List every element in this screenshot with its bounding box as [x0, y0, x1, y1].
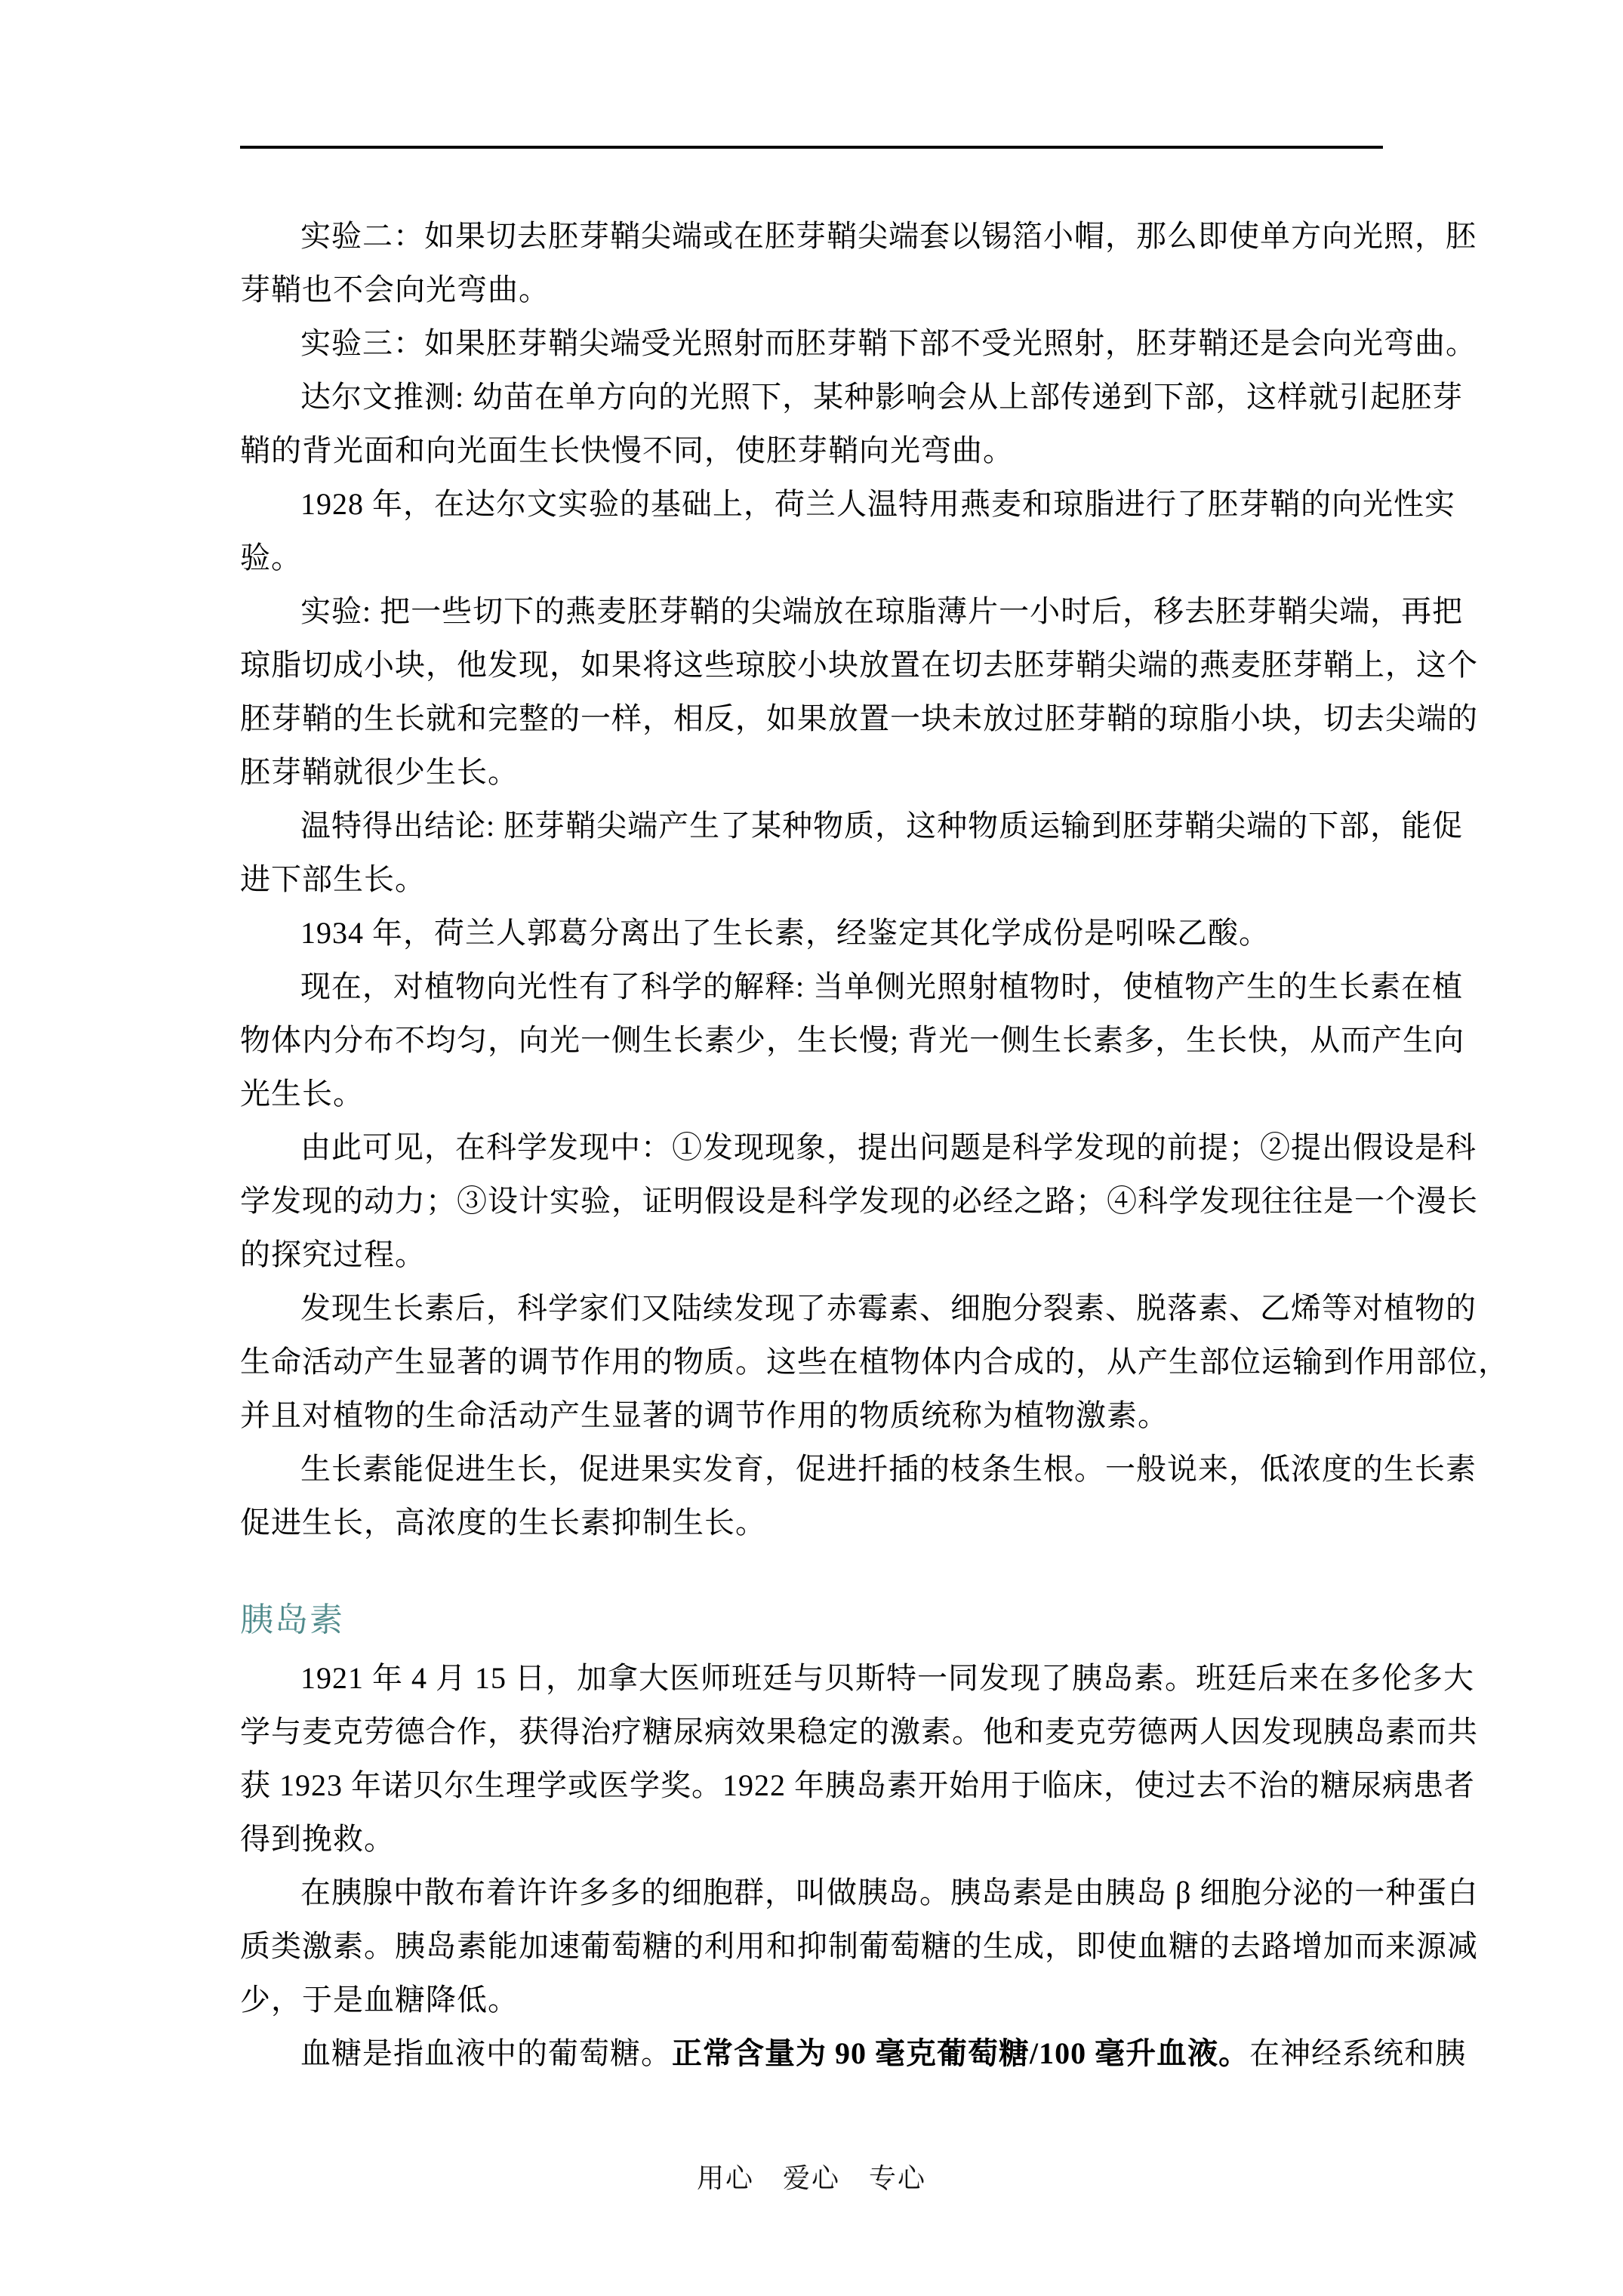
- text-line: [240, 1228, 1383, 1281]
- text-line: [240, 1496, 1383, 1549]
- text-run: 生命活动产生显著的调节作用的物质。这些在植物体内合成的，从产生部位运输到作用部位，: [240, 1345, 1509, 1379]
- text-line: [240, 1973, 1383, 2026]
- text-line: [240, 263, 1383, 316]
- text-run: 并且对植物的生命活动产生显著的调节作用的物质统称为植物激素。: [240, 1398, 1169, 1432]
- text-line: [240, 1812, 1383, 1866]
- text-run: 得到挽救。: [240, 1822, 395, 1856]
- text-run: 光生长。: [240, 1077, 364, 1111]
- text-run: 生长素能促进生长，促进果实发育，促进扦插的枝条生根。一般说来，低浓度的生长素: [300, 1452, 1477, 1486]
- text-line: [240, 1335, 1509, 1388]
- text-run: 温特得出结论: 胚芽鞘尖端产生了某种物质，这种物质运输到胚芽鞘尖端的下部，能促: [300, 809, 1464, 843]
- text-run: 验。: [240, 541, 302, 575]
- text-run: 促进生长，高浓度的生长素抑制生长。: [240, 1505, 766, 1539]
- text-run: 物体内分布不均匀，向光一侧生长素少，生长慢; 背光一侧生长素多，生长快，从而产生向: [240, 1023, 1465, 1057]
- text-line: [240, 906, 1383, 960]
- text-line: [240, 1705, 1478, 1758]
- page-content-area: [0, 146, 1623, 2205]
- text-run: 达尔文推测: 幼苗在单方向的光照下，某种影响会从上部传递到下部，这样就引起胚芽: [300, 380, 1464, 414]
- text-run: 实验三：如果胚芽鞘尖端受光照射而胚芽鞘下部不受光照射，胚芽鞘还是会向光弯曲。: [300, 326, 1477, 360]
- text-line: [240, 1013, 1465, 1067]
- text-run: 琼脂切成小块，他发现，如果将这些琼胶小块放置在切去胚芽鞘尖端的燕麦胚芽鞘上，这个: [240, 648, 1478, 682]
- text-run: 胚芽鞘就很少生长。: [240, 755, 519, 789]
- bold-text-run: 正常含量为 90 毫克葡萄糖/100 毫升血液。: [672, 2036, 1250, 2070]
- text-line: [240, 1442, 1477, 1496]
- text-run: 血糖是指血液中的葡萄糖。: [300, 2036, 672, 2070]
- text-run: 学发现的动力；③设计实验，证明假设是科学发现的必经之路；④科学发现往往是一个漫长: [240, 1184, 1478, 1218]
- text-line: [240, 1067, 1383, 1120]
- text-run: 进下部生长。: [240, 862, 426, 896]
- text-line: [240, 692, 1478, 745]
- text-line: [240, 584, 1464, 638]
- footer-text: 用心 爱心 专心: [696, 2163, 926, 2193]
- text-run: 在神经系统和胰: [1249, 2036, 1467, 2070]
- text-line: [240, 1919, 1478, 1973]
- text-line: [240, 960, 1464, 1013]
- text-run: 1928 年，在达尔文实验的基础上，荷兰人温特用燕麦和琼脂进行了胚芽鞘的向光性实: [300, 487, 1455, 521]
- text-line: [240, 531, 1383, 584]
- text-run: 现在，对植物向光性有了科学的解释: 当单侧光照射植物时，使植物产生的生长素在植: [300, 969, 1464, 1003]
- text-line: [240, 1866, 1479, 1919]
- text-line: [240, 209, 1477, 263]
- text-line: [240, 2026, 1467, 2080]
- text-line: [240, 1651, 1474, 1705]
- text-line: [240, 638, 1478, 692]
- text-run: 学与麦克劳德合作，获得治疗糖尿病效果稳定的激素。他和麦克劳德两人因发现胰岛素而共: [240, 1715, 1478, 1749]
- text-line: [240, 1758, 1475, 1812]
- text-line: [240, 424, 1383, 477]
- text-run: 少，于是血糖降低。: [240, 1983, 519, 2017]
- text-line: [240, 1388, 1383, 1442]
- text-run: 1921 年 4 月 15 日，加拿大医师班廷与贝斯特一同发现了胰岛素。班廷后来在多伦多大: [300, 1661, 1474, 1695]
- text-run: 发现生长素后，科学家们又陆续发现了赤霉素、细胞分裂素、脱落素、乙烯等对植物的: [300, 1291, 1477, 1325]
- text-run: 的探究过程。: [240, 1237, 426, 1271]
- text-run: 鞘的背光面和向光面生长快慢不同，使胚芽鞘向光弯曲。: [240, 433, 1014, 467]
- text-line: [240, 745, 1383, 799]
- text-run: 实验: 把一些切下的燕麦胚芽鞘的尖端放在琼脂薄片一小时后，移去胚芽鞘尖端，再把: [300, 594, 1464, 628]
- text-run: 1934 年，荷兰人郭葛分离出了生长素，经鉴定其化学成份是吲哚乙酸。: [300, 916, 1270, 950]
- text-run: 实验二：如果切去胚芽鞘尖端或在胚芽鞘尖端套以锡箔小帽，那么即使单方向光照，胚: [300, 219, 1477, 253]
- text-line: [240, 1174, 1478, 1228]
- text-run: 胚芽鞘的生长就和完整的一样，相反，如果放置一块未放过胚芽鞘的琼脂小块，切去尖端的: [240, 701, 1478, 735]
- text-run: 由此可见，在科学发现中：①发现现象，提出问题是科学发现的前提；②提出假设是科: [300, 1130, 1477, 1164]
- text-line: [240, 316, 1477, 370]
- text-run: 在胰腺中散布着许许多多的细胞群，叫做胰岛。胰岛素是由胰岛 β 细胞分泌的一种蛋白: [300, 1875, 1479, 1909]
- text-line: [240, 1281, 1477, 1335]
- text-line: [240, 1120, 1477, 1174]
- section-heading: 胰岛素: [240, 1601, 344, 1638]
- text-run: 获 1923 年诺贝尔生理学或医学奖。1922 年胰岛素开始用于临床，使过去不治的糖尿病患者: [240, 1768, 1475, 1802]
- text-line: [240, 370, 1464, 424]
- document-body: [240, 149, 1509, 2080]
- text-run: 芽鞘也不会向光弯曲。: [240, 273, 550, 307]
- page-footer: [240, 2152, 1383, 2205]
- text-line: [240, 477, 1455, 531]
- text-run: 质类激素。胰岛素能加速葡萄糖的利用和抑制葡萄糖的生成，即使血糖的去路增加而来源减: [240, 1929, 1478, 1963]
- text-line: [240, 852, 1383, 906]
- text-line: [240, 799, 1464, 852]
